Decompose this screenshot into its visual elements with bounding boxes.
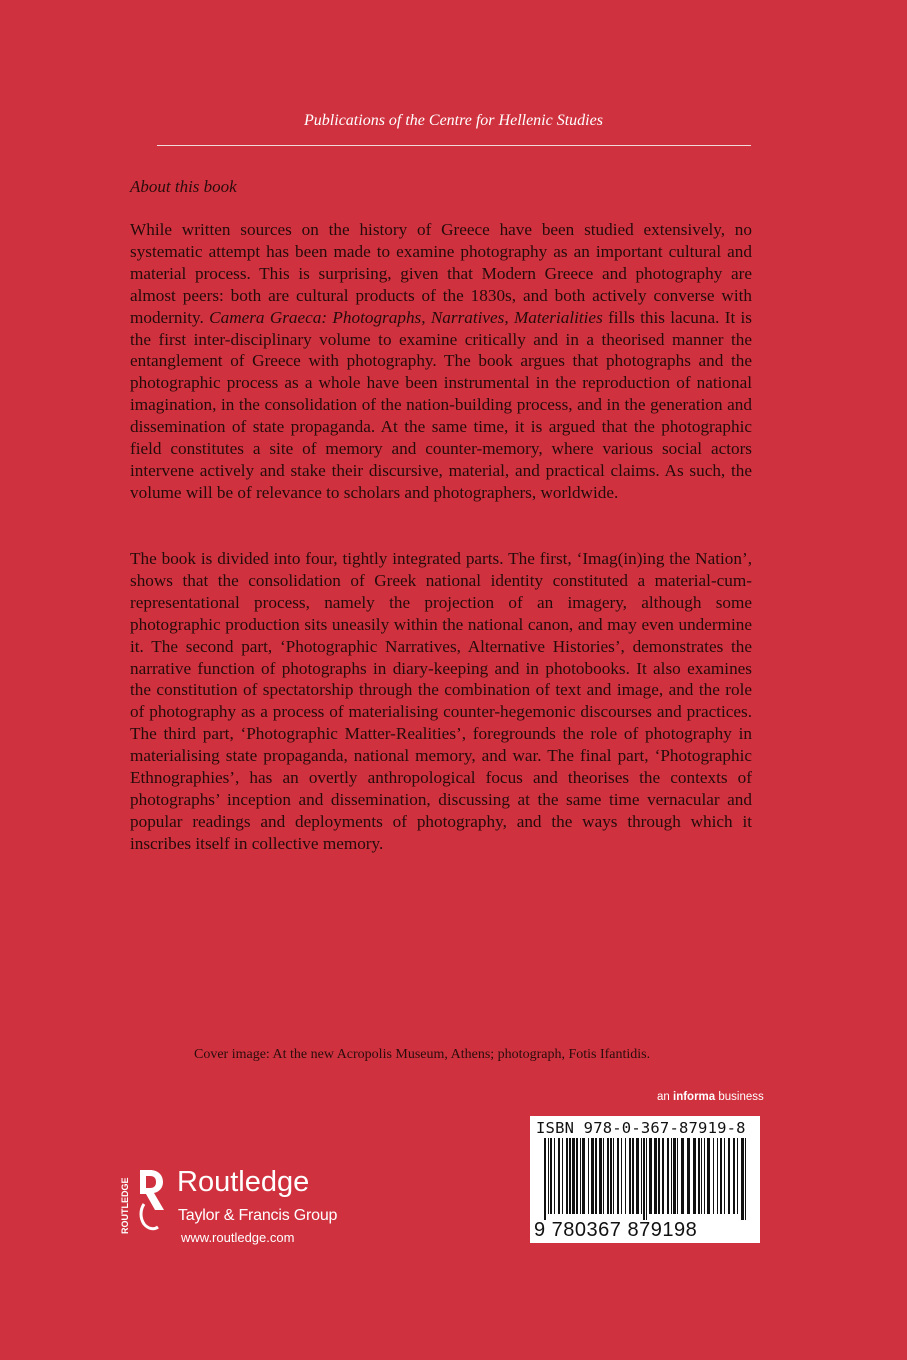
- informa-brand: informa: [673, 1091, 716, 1103]
- barcode-bar: [636, 1138, 639, 1214]
- barcode-bar: [643, 1138, 645, 1220]
- barcode-bar: [654, 1138, 657, 1214]
- barcode-bar: [595, 1138, 597, 1214]
- description-paragraph-2: The book is divided into four, tightly integrated parts. The first, ‘Imag(in)ing the Nation’, shows that the consolidation of Greek national identity constituted a material-cum-representational process, namely the projection of an imagery, although some photographic production sits uneasily within the national canon, and may even undermine it. The second part, ‘Photographic Narratives, Alternative Histories’, demonstrates the narrative function of photographs in diary-keeping and in photobooks. It also examines the constitution of spectatorship through the combination of text and image, and the role of photography as a process of materialising counter-hegemonic discourses and practices. The third part, ‘Photographic Matter-Realities’, foregrounds the role of photography in materialising state propaganda, national memory, and war. The final part, ‘Photographic Ethnographies’, has an overtly anthropological focus and theorises the contexts of photographs’ inception and dissemination, discussing at the same time vernacular and popular readings and deployments of photography, and the ways through which it inscribes itself in collective memory.: [130, 549, 752, 853]
- barcode-bar: [646, 1138, 647, 1220]
- barcode-bar: [658, 1138, 660, 1214]
- barcode-bar: [720, 1138, 722, 1214]
- about-heading: About this book: [130, 177, 237, 196]
- barcode-bar: [580, 1138, 581, 1214]
- barcode-bar: [617, 1138, 619, 1214]
- barcode-bar: [701, 1138, 702, 1214]
- informa-suffix: business: [715, 1091, 764, 1103]
- informa-prefix: an: [657, 1091, 673, 1103]
- isbn-barcode: [530, 1116, 760, 1243]
- barcode-bar: [613, 1138, 614, 1214]
- barcode-bar: [632, 1138, 634, 1214]
- barcode-bar: [724, 1138, 725, 1214]
- logo-vertical-text: ROUTLEDGE: [120, 1177, 130, 1234]
- barcode-bar: [698, 1138, 700, 1214]
- cover-credit: Cover image: At the new Acropolis Museum, Athens; photograph, Fotis Ifantidis.: [194, 1047, 651, 1062]
- barcode-bar: [687, 1138, 690, 1214]
- barcode-bar: [588, 1138, 589, 1214]
- routledge-logo-icon: [120, 1164, 168, 1236]
- barcode-bar: [569, 1138, 571, 1214]
- barcode-bar: [728, 1138, 730, 1214]
- book-title: Camera Graeca: Photographs, Narratives, Materialities: [209, 307, 603, 327]
- barcode-bar: [662, 1138, 664, 1214]
- series-title: Publications of the Centre for Hellenic Studies: [304, 112, 603, 129]
- isbn-label: ISBN 978-0-367-87919-8: [536, 1119, 746, 1137]
- barcode-bar: [625, 1138, 626, 1214]
- barcode-bar: [610, 1138, 612, 1214]
- barcode-bar: [733, 1138, 735, 1214]
- publisher-url[interactable]: www.routledge.com: [181, 1230, 295, 1245]
- barcode-bar: [641, 1138, 642, 1214]
- barcode-bar: [603, 1138, 604, 1214]
- barcode-bar: [704, 1138, 705, 1214]
- description-paragraph-1: [130, 219, 752, 504]
- informa-business-label: [657, 1091, 764, 1103]
- barcode-bar: [629, 1138, 631, 1214]
- barcode-bar: [607, 1138, 609, 1214]
- barcode-bar: [737, 1138, 738, 1214]
- barcode-bar: [576, 1138, 578, 1214]
- barcode-bar: [554, 1138, 555, 1214]
- barcode-bar: [745, 1138, 746, 1220]
- barcode-bar: [566, 1138, 568, 1214]
- barcode-bar: [673, 1138, 676, 1214]
- barcode-bar: [667, 1138, 669, 1214]
- header-divider: [157, 145, 751, 146]
- publisher-group: Taylor & Francis Group: [178, 1207, 338, 1224]
- barcode-bar: [649, 1138, 652, 1214]
- paragraph-1-part-2: fills this lacuna. It is the first inter-disciplinary volume to examine critically and in a theorised manner the entanglement of Greece with photography. The book argues that photographs and the photographic process as a whole have been instrumental in the reproduction of national imagination, in the consolidation of the nation-building process, and in the generation and dissemination of state propaganda. At the same time, it is argued that the photographic field constitutes a site of memory and counter-memory, where various social actors intervene actively and stake their discursive, material, and practical claims. As such, the volume will be of relevance to scholars and photographers, worldwide.: [130, 307, 752, 502]
- barcode-bar: [572, 1138, 575, 1214]
- paragraph-1-part-1: While written sources on the history of Greece have been studied extensively, no systematic attempt has been made to examine photography as an important cultural and material process. This is surprising, given that Modern Greece and photography are almost peers: both are cultural products of the 1830s, and both actively converse with modernity.: [130, 220, 752, 327]
- barcode-bar: [677, 1138, 678, 1214]
- barcode-bar: [671, 1138, 672, 1214]
- barcode-bar: [713, 1138, 714, 1214]
- barcode-bar: [582, 1138, 585, 1214]
- ean-digits: 9 780367 879198: [534, 1219, 698, 1241]
- publisher-name: Routledge: [177, 1166, 310, 1198]
- barcode-bar: [621, 1138, 622, 1214]
- barcode-bar: [562, 1138, 563, 1214]
- barcode-bar: [544, 1138, 546, 1220]
- barcode-bar: [558, 1138, 560, 1214]
- barcode-bar: [741, 1138, 744, 1220]
- barcode-bar: [591, 1138, 594, 1214]
- barcode-bar: [693, 1138, 696, 1214]
- barcode-bar: [707, 1138, 710, 1214]
- barcode-bar: [681, 1138, 684, 1214]
- barcode-bar: [548, 1138, 549, 1214]
- barcode-bar: [550, 1138, 552, 1214]
- barcode-bar: [717, 1138, 718, 1214]
- barcode-bar: [599, 1138, 602, 1214]
